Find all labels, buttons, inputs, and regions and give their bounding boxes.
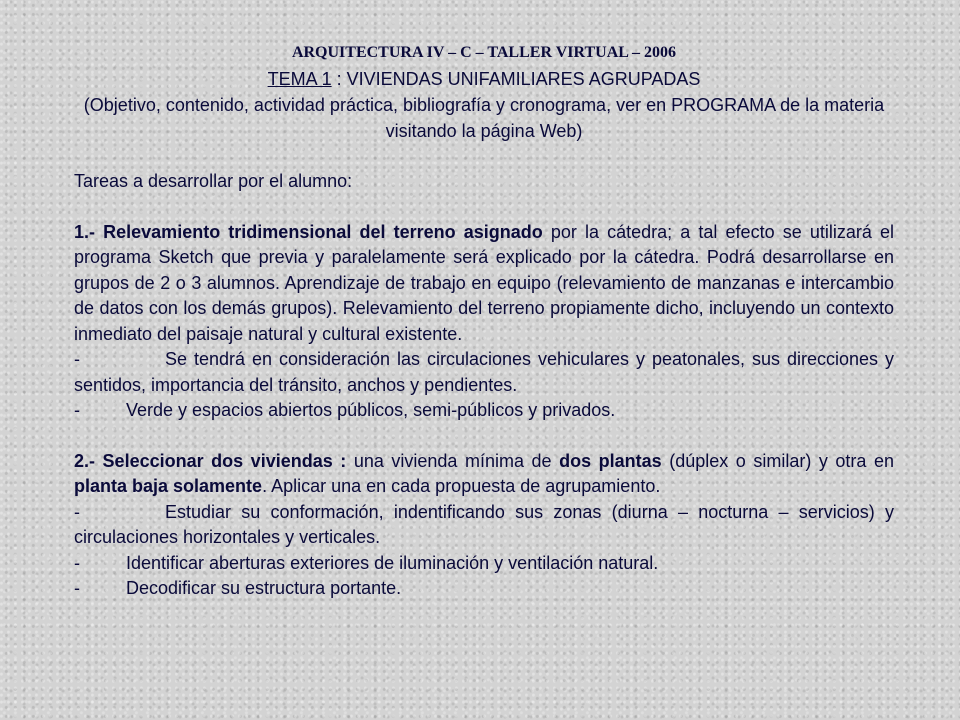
task-1-number: 1.-: [74, 221, 104, 242]
bullet-marker: -: [74, 578, 80, 598]
bullet-marker: -: [74, 349, 80, 369]
task-1-bullet-text: Se tendrá en consideración las circulaciones vehiculares y peatonales, sus direcciones y sentidos, importancia del tránsito, anchos y pendientes.: [74, 349, 894, 395]
topic-title: : VIVIENDAS UNIFAMILIARES AGRUPADAS: [331, 69, 701, 89]
task-2-bold: dos plantas: [559, 450, 662, 471]
task-2-text: . Aplicar una en cada propuesta de agrupamiento.: [262, 476, 661, 496]
spacer: [74, 195, 894, 220]
task-2-bold: planta baja solamente: [74, 476, 263, 496]
task-2-lead: Seleccionar dos viviendas :: [102, 450, 347, 471]
bullet-marker: -: [74, 552, 80, 573]
task-2-paragraph: [74, 449, 894, 500]
slide-content: [74, 40, 894, 602]
task-1-paragraph: [74, 220, 894, 348]
course-title: ARQUITECTURA IV – C – TALLER VIRTUAL – 2006: [291, 44, 677, 61]
task-1-bullet: [74, 347, 894, 398]
topic-number: TEMA 1: [267, 69, 332, 89]
task-1-bullet: [74, 398, 894, 424]
task-2-text: una vivienda mínima de: [346, 450, 560, 471]
bullet-marker: -: [74, 400, 80, 420]
spacer: [74, 144, 894, 169]
bullet-marker: -: [74, 501, 80, 522]
task-2-bullet-text: Estudiar su conformación, indentificando sus zonas (diurna – nocturna – servicios) y circulaciones horizontales y verticales.: [74, 501, 894, 547]
task-2-bullet-text: Decodificar su estructura portante.: [126, 578, 402, 598]
intro-text: Tareas a desarrollar por el alumno:: [74, 171, 353, 191]
spacer: [74, 424, 894, 449]
task-2-number: 2.-: [74, 450, 103, 471]
task-1-text: por la cátedra; a tal efecto se utilizará el programa Sketch que previa y paralelamente será explicado por la cátedra. Podrá desarrollarse en grupos de 2 o 3 alumnos. Aprendizaje de trabajo en equipo (relevamiento de manzanas e intercambio de datos con los demás grupos). Relevamiento del terreno propiamente dicho, incluyendo un contexto inmediato del paisaje natural y cultural existente.: [74, 221, 894, 344]
topic-subtitle: (Objetivo, contenido, actividad práctica, bibliografía y cronograma, ver en PROGRAMA de la materia visitando la página Web): [83, 95, 885, 141]
task-1-bullet-text: Verde y espacios abiertos públicos, semi-públicos y privados.: [126, 400, 616, 420]
task-2-bullet: [74, 500, 894, 551]
topic-heading: [74, 66, 894, 144]
task-2-bullet: [74, 576, 894, 602]
task-1-lead: Relevamiento tridimensional del terreno asignado: [103, 221, 543, 242]
task-2-bullet-text: Identificar aberturas exteriores de iluminación y ventilación natural.: [126, 552, 659, 573]
task-2-text: (dúplex o similar) y otra en: [661, 450, 894, 471]
task-2-bullet: [74, 551, 894, 577]
